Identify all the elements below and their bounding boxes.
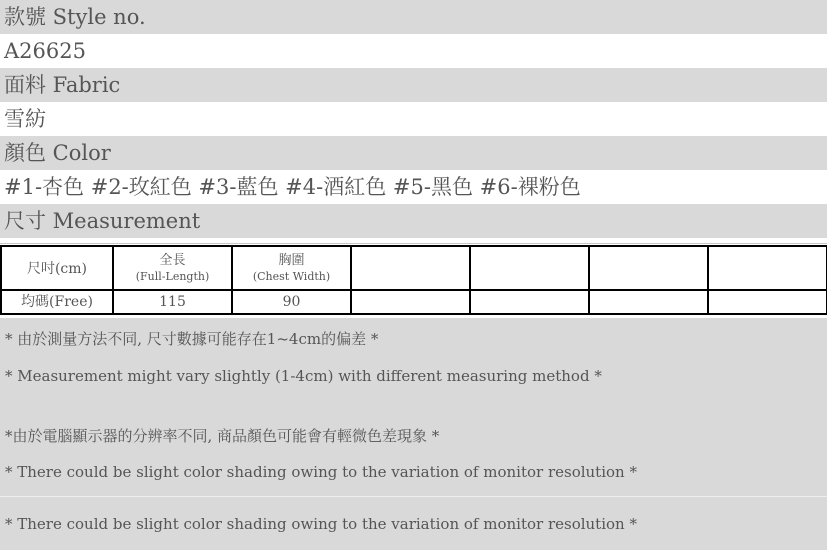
header-full-length-cell — [113, 246, 232, 290]
header-full-length-en: (Full-Length) — [135, 270, 210, 283]
empty-cell — [589, 290, 708, 314]
header-empty-cell — [708, 246, 827, 290]
table-row — [1, 290, 827, 314]
fabric-value: 雪紡 — [0, 102, 827, 136]
header-size-label: 尺吋(cm) — [26, 261, 88, 277]
header-chest-width-zh: 胸圍 — [278, 253, 305, 268]
note-color-zh: *由於電腦顯示器的分辨率不同, 商品顏色可能會有輕微色差現象 * — [5, 427, 440, 445]
note-measurement-zh: * 由於測量方法不同, 尺寸數據可能存在1~4cm的偏差 * — [5, 330, 379, 348]
header-chest-width-en: (Chest Width) — [252, 270, 331, 283]
fabric-label: 面料 Fabric — [0, 68, 827, 102]
measurement-label: 尺寸 Measurement — [0, 204, 827, 238]
full-length-cell: 115 — [113, 290, 232, 314]
notes-section — [0, 318, 827, 550]
chest-width-cell: 90 — [232, 290, 351, 314]
table-header-row — [1, 246, 827, 290]
notes-divider — [0, 496, 827, 497]
header-empty-cell — [470, 246, 589, 290]
header-chest-width-cell — [232, 246, 351, 290]
color-value: #1-杏色 #2-玫紅色 #3-藍色 #4-酒紅色 #5-黑色 #6-裸粉色 — [0, 170, 827, 204]
header-size-cell — [1, 246, 113, 290]
note-color-en: * There could be slight color shading owing to the variation of monitor resolution * — [5, 463, 637, 481]
style-no-label: 款號 Style no. — [0, 0, 827, 34]
measurement-table — [0, 245, 827, 315]
empty-cell — [708, 290, 827, 314]
size-cell: 均碼(Free) — [1, 290, 113, 314]
color-label: 顏色 Color — [0, 136, 827, 170]
note-color-en-repeat: * There could be slight color shading owing to the variation of monitor resolution * — [5, 515, 637, 533]
header-full-length-zh: 全長 — [159, 253, 186, 268]
style-no-value: A26625 — [0, 34, 827, 68]
note-measurement-en: * Measurement might vary slightly (1-4cm) with different measuring method * — [5, 367, 602, 385]
empty-cell — [470, 290, 589, 314]
empty-cell — [351, 290, 470, 314]
measurement-table-area — [0, 243, 827, 318]
header-empty-cell — [351, 246, 470, 290]
header-empty-cell — [589, 246, 708, 290]
